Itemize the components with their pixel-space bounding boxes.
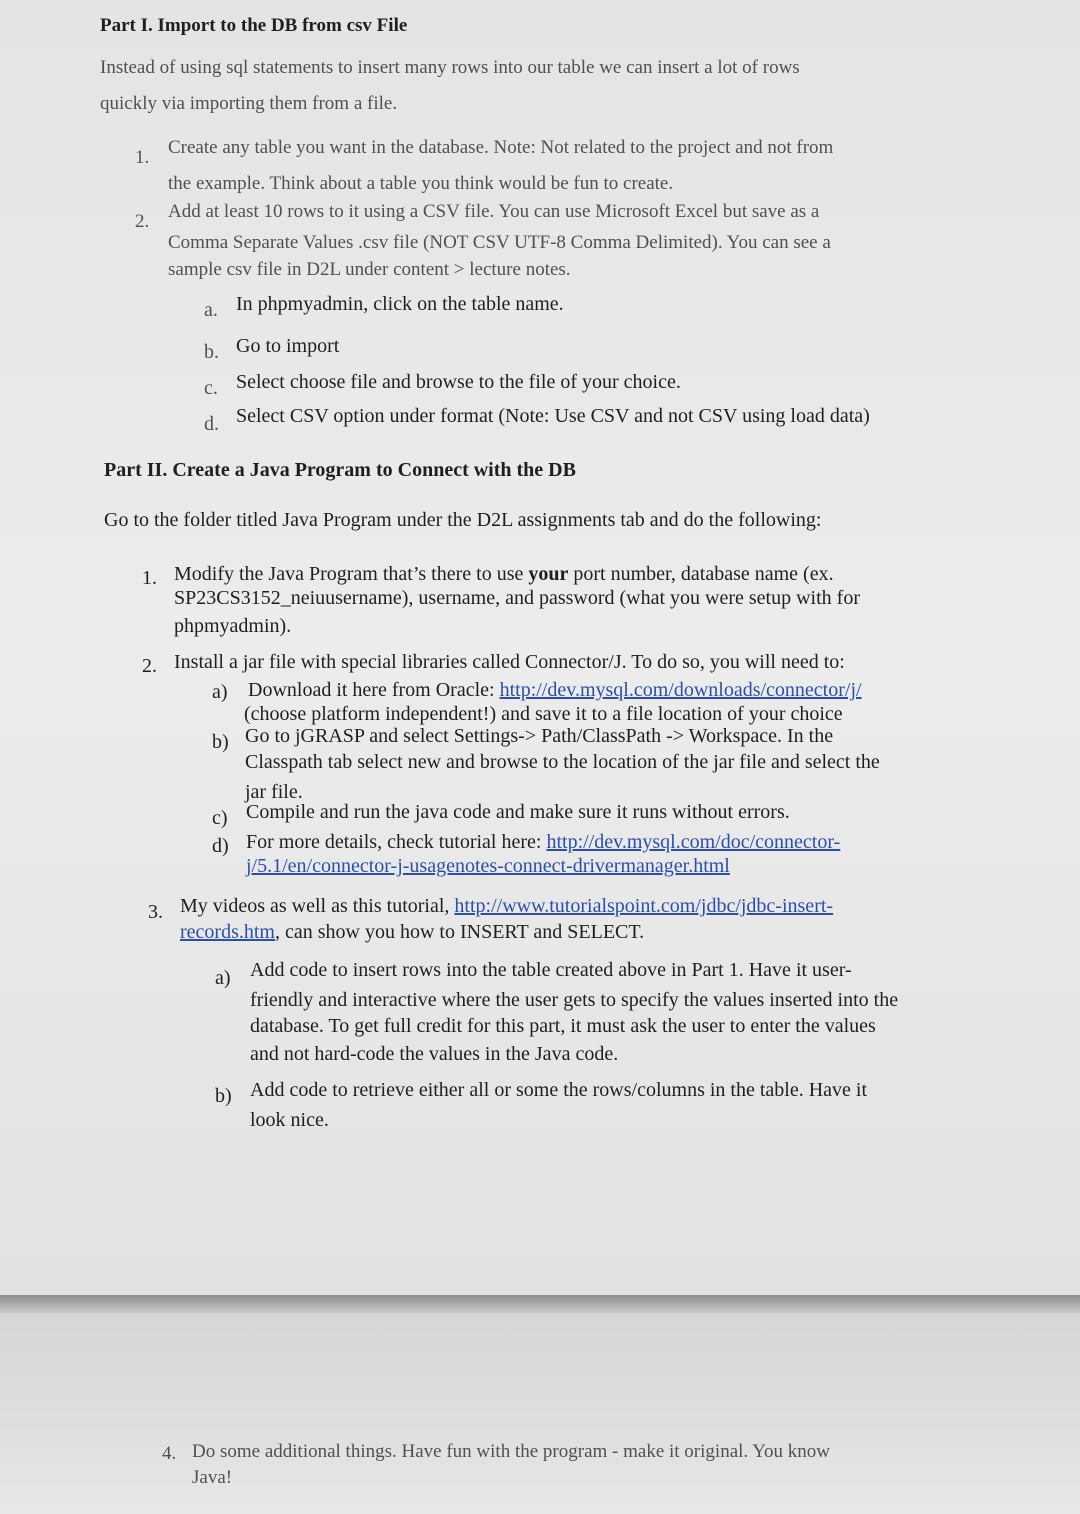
- tutorialspoint-link-continued[interactable]: records.htm: [180, 921, 275, 943]
- list-item-text: Comma Separate Values .csv file (NOT CSV UTF-8 Comma Delimited). You can see a: [168, 232, 831, 253]
- sublist-letter: b): [215, 1085, 232, 1107]
- mysql-tutorial-link[interactable]: http://dev.mysql.com/doc/connector-: [546, 831, 841, 853]
- sublist-item-text: jar file.: [245, 781, 303, 803]
- sublist-letter: d.: [204, 413, 219, 435]
- list-number: 1.: [142, 567, 157, 589]
- list-item-text: Do some additional things. Have fun with the program - make it original. You know: [192, 1441, 830, 1462]
- oracle-download-link[interactable]: http://dev.mysql.com/downloads/connector/j/: [499, 679, 862, 701]
- sublist-item-text: [246, 854, 730, 878]
- sublist-item-text: Download it here from Oracle: http://dev.mysql.com/downloads/connector/j/: [248, 679, 862, 701]
- list-item-text: phpmyadmin).: [174, 615, 292, 637]
- part1-heading: Part I. Import to the DB from csv File: [100, 15, 408, 36]
- mysql-tutorial-link-continued[interactable]: j/5.1/en/connector-j-usagenotes-connect-drivermanager.html: [246, 855, 730, 877]
- page-divider: [0, 1295, 1080, 1313]
- sublist-item-text: look nice.: [250, 1109, 329, 1131]
- list-number: 3.: [148, 901, 163, 923]
- sublist-letter: b): [212, 731, 229, 753]
- sublist-item-text: For more details, check tutorial here: http://dev.mysql.com/doc/connector-: [246, 831, 841, 853]
- sublist-item-text: and not hard-code the values in the Java code.: [250, 1043, 619, 1065]
- sublist-letter: c): [212, 807, 228, 829]
- list-item-text: Install a jar file with special libraries called Connector/J. To do so, you will need to:: [174, 651, 845, 673]
- tutorialspoint-link[interactable]: http://www.tutorialspoint.com/jdbc/jdbc-insert-: [454, 895, 834, 917]
- list-number: 2.: [135, 211, 150, 232]
- sublist-item-text: Go to import: [236, 335, 340, 357]
- part2-heading: Part II. Create a Java Program to Connect with the DB: [104, 459, 576, 481]
- list-number: 1.: [135, 147, 150, 168]
- sublist-item-text: Select CSV option under format (Note: Use CSV and not CSV using load data): [236, 405, 870, 427]
- part1-intro-line: Instead of using sql statements to insert many rows into our table we can insert a lot of rows: [100, 57, 800, 78]
- part2-intro: Go to the folder titled Java Program under the D2L assignments tab and do the following:: [104, 509, 822, 531]
- list-item-text: Create any table you want in the database. Note: Not related to the project and not from: [168, 137, 834, 158]
- sublist-letter: a): [212, 681, 228, 703]
- sublist-item-text: friendly and interactive where the user gets to specify the values inserted into the: [250, 989, 899, 1011]
- sublist-item-text: database. To get full credit for this part, it must ask the user to enter the values: [250, 1015, 876, 1037]
- list-item-text: Modify the Java Program that’s there to use your port number, database name (ex.: [174, 563, 834, 585]
- sublist-letter: c.: [204, 377, 218, 399]
- sublist-item-text: In phpmyadmin, click on the table name.: [236, 293, 564, 315]
- sublist-letter: a.: [204, 299, 218, 321]
- sublist-letter: d): [212, 835, 229, 857]
- list-item-text: records.htm, can show you how to INSERT and SELECT.: [180, 921, 645, 943]
- list-item-text: sample csv file in D2L under content > lecture notes.: [168, 259, 571, 280]
- list-item-text: My videos as well as this tutorial, http://www.tutorialspoint.com/jdbc/jdbc-insert-: [180, 895, 834, 917]
- list-number: 4.: [162, 1443, 177, 1464]
- list-item-text: Add at least 10 rows to it using a CSV file. You can use Microsoft Excel but save as a: [168, 201, 820, 222]
- sublist-item-text: Classpath tab select new and browse to the location of the jar file and select the: [245, 751, 880, 773]
- list-item-text: Java!: [192, 1467, 233, 1488]
- list-number: 2.: [142, 655, 157, 677]
- sublist-item-text: Add code to retrieve either all or some the rows/columns in the table. Have it: [250, 1079, 868, 1101]
- sublist-item-text: Select choose file and browse to the file of your choice.: [236, 371, 681, 393]
- sublist-item-text: Add code to insert rows into the table created above in Part 1. Have it user-: [250, 959, 852, 981]
- list-item-text: SP23CS3152_neiuusername), username, and password (what you were setup with for: [174, 587, 860, 609]
- list-item-text: the example. Think about a table you think would be fun to create.: [168, 173, 674, 194]
- sublist-letter: b.: [204, 341, 219, 363]
- sublist-item-text: (choose platform independent!) and save it to a file location of your choice: [244, 703, 843, 725]
- document-page-continued: [0, 1313, 1080, 1514]
- part1-intro-line: quickly via importing them from a file.: [100, 93, 398, 114]
- sublist-item-text: Go to jGRASP and select Settings-> Path/ClassPath -> Workspace. In the: [245, 725, 834, 747]
- sublist-letter: a): [215, 967, 231, 989]
- sublist-item-text: Compile and run the java code and make sure it runs without errors.: [246, 801, 790, 823]
